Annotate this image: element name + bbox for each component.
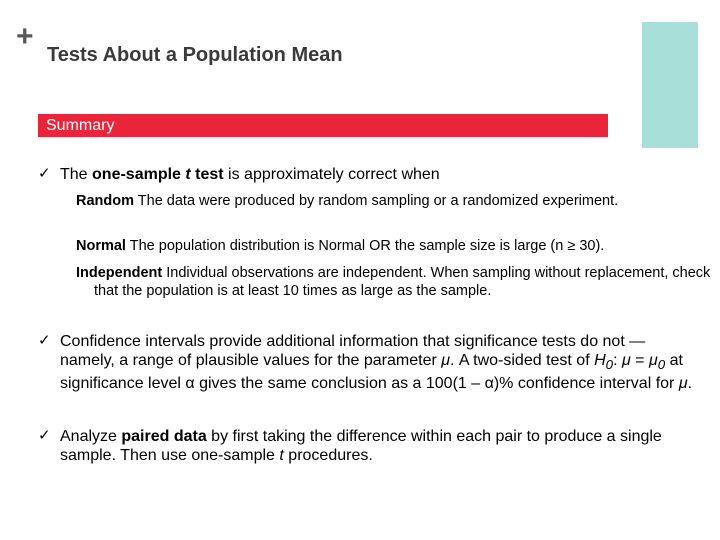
summary-banner: Summary [38,114,608,137]
bullet-confidence-intervals: Confidence intervals provide additional information that significance tests do not —namely, a range of plausible values for the parameter μ. A two-sided test of $H_0$: $\mu = \mu_0$ at significance level α gives the same conclusion as a 100(1 – α)% confidence interval for μ. [60,333,693,393]
accent-bar [642,22,698,148]
condition-random: Random The data were produced by random sampling or a randomized experiment. [76,193,619,209]
condition-normal: Normal The population distribution is Normal OR the sample size is large (n ≥ 30). [76,238,605,254]
bullet-paired-data: Analyze paired data by first taking the difference within each pair to produce a single sample. Then use one-sample t procedures. [60,428,662,464]
bullet-one-sample-t: The one-sample t test is approximately correct when [60,166,440,183]
check-icon: ✓ [38,165,51,182]
plus-mark: + [16,20,34,53]
check-icon: ✓ [38,332,51,349]
condition-independent: Independent Individual observations are independent. When sampling without replacement, check that the population is at least 10 times as large as the sample. [76,265,711,299]
check-icon: ✓ [38,427,51,444]
slide-title: Tests About a Population Mean [47,44,343,66]
